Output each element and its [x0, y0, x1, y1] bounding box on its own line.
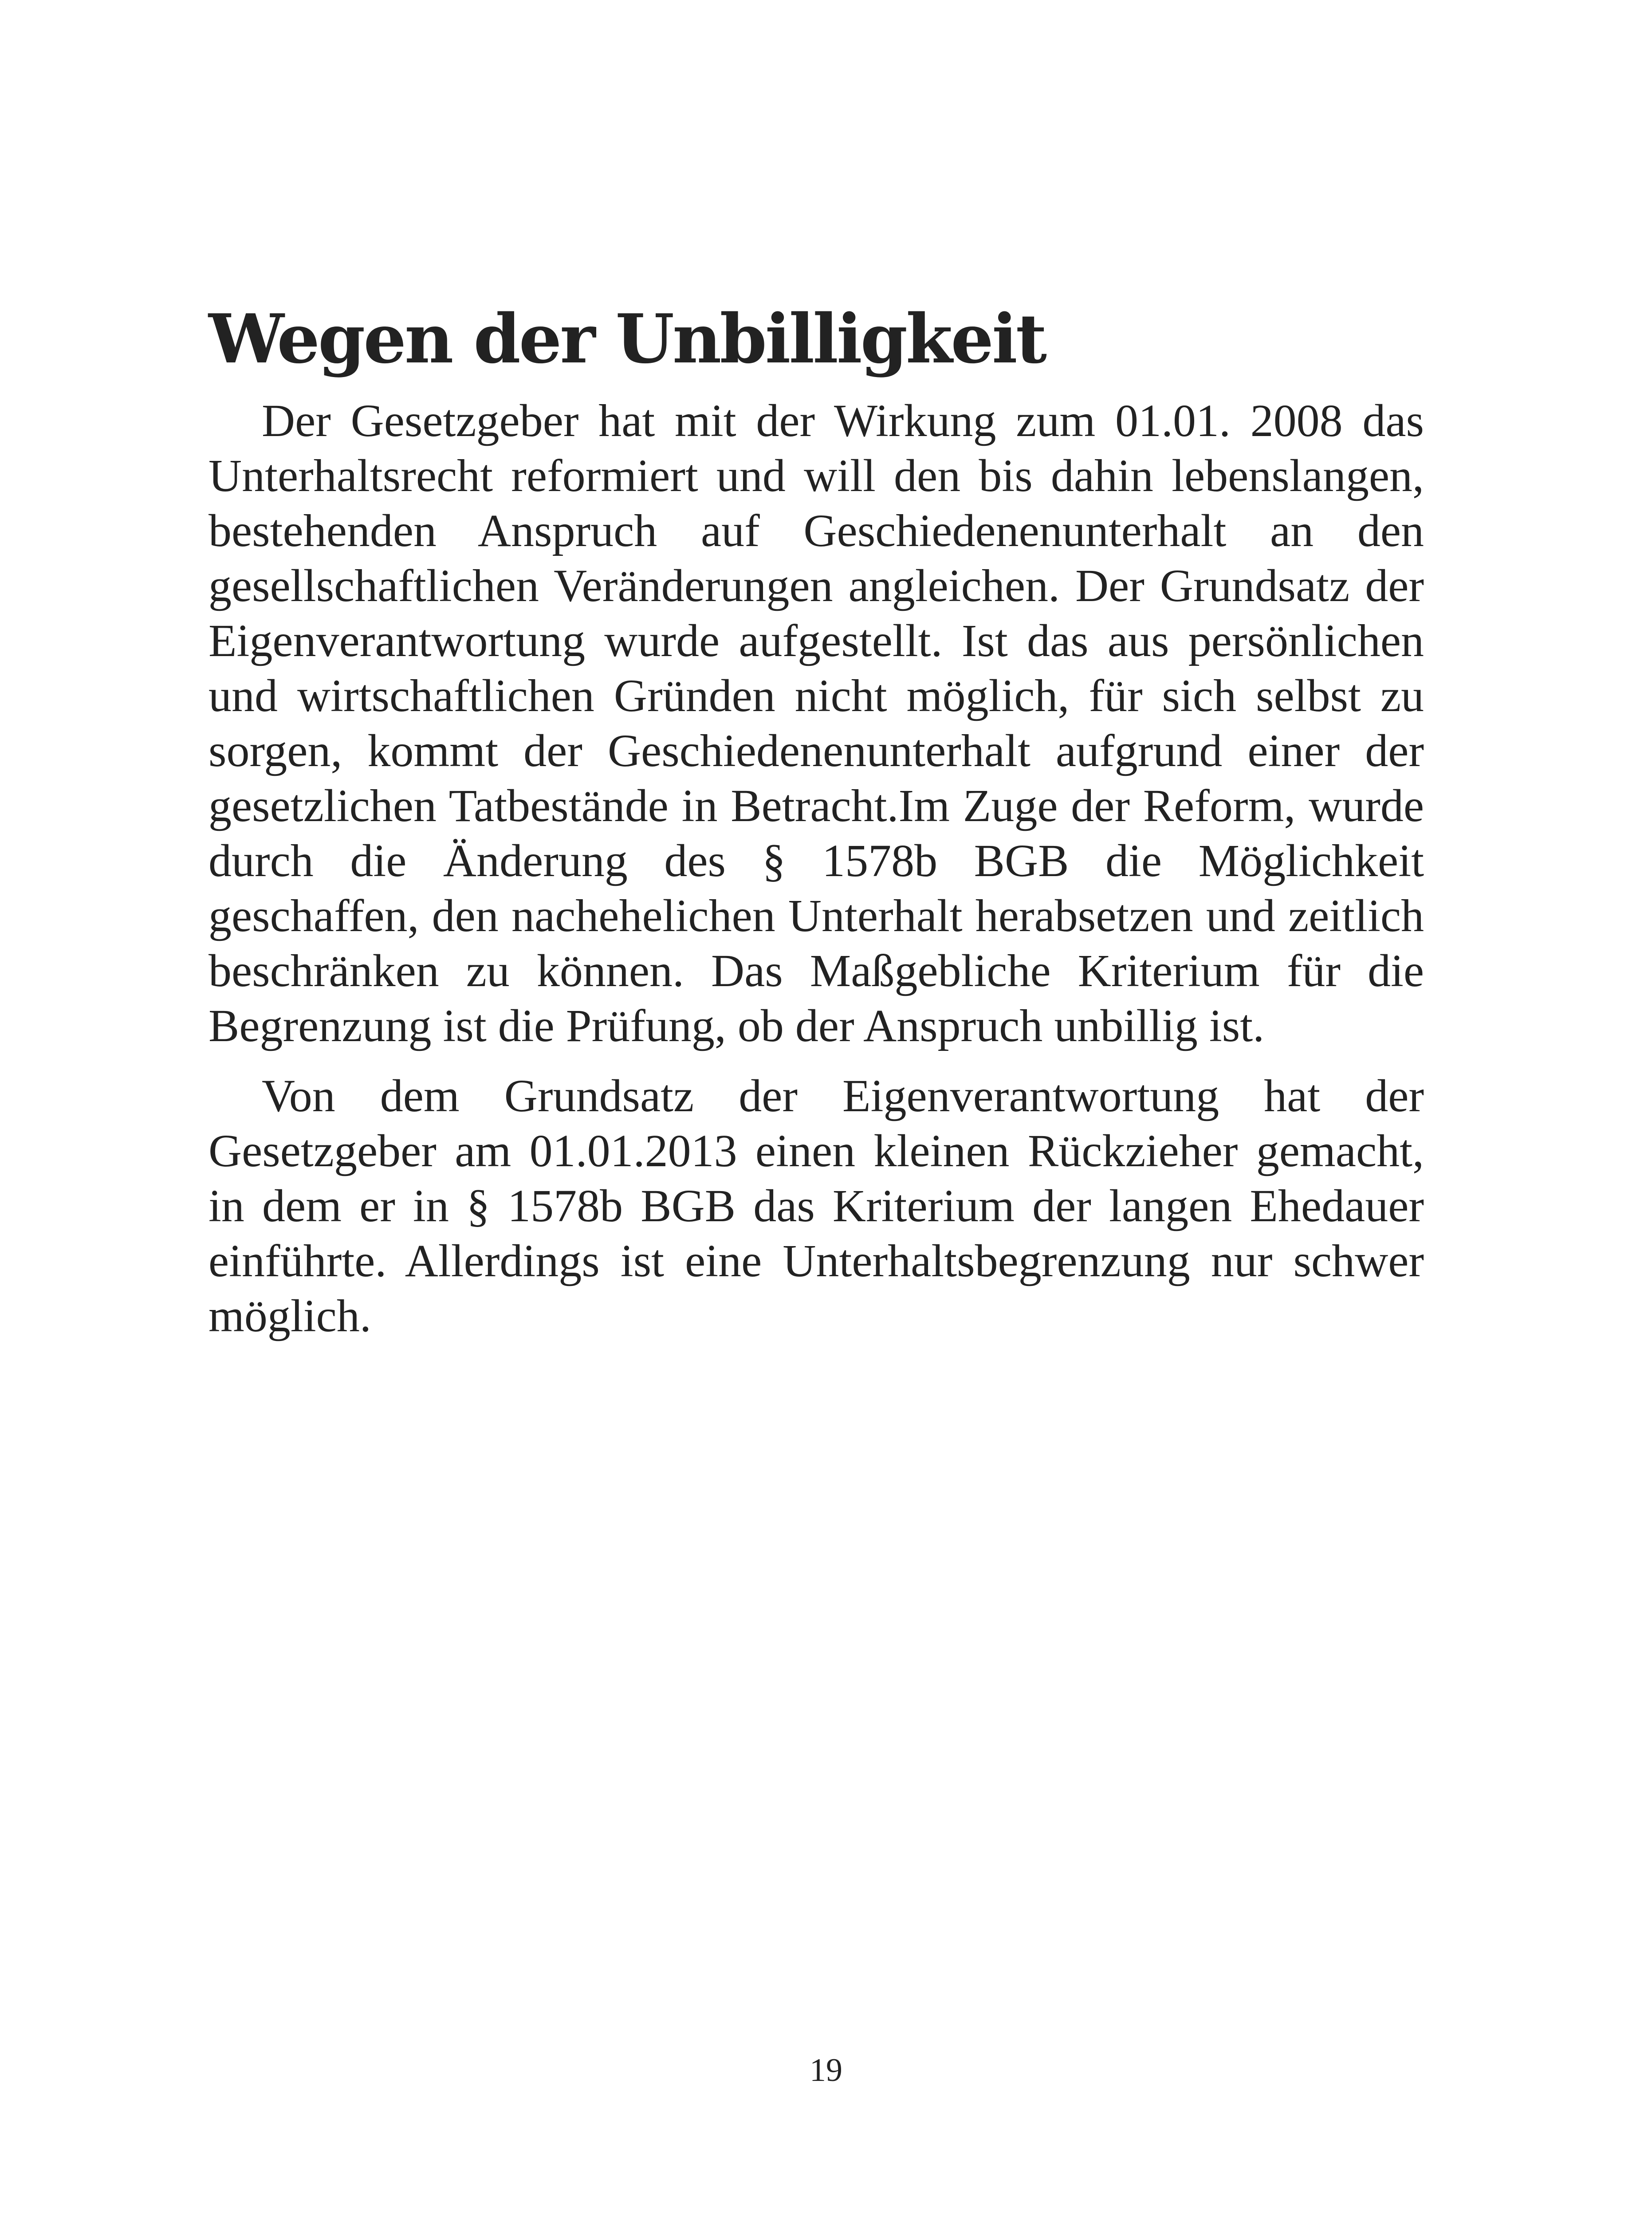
- paragraph-1: Der Gesetzgeber hat mit der Wirkung zum 01.01. 2008 das Unterhaltsrecht reformiert und will den bis dahin lebenslangen, bestehenden Anspruch auf Geschiedenenunterhalt an den gesellschaftlichen Veränderungen angleichen. Der Grundsatz der Eigenverantwortung wurde aufgestellt. Ist das aus persönlichen und wirtschaftlichen Gründen nicht möglich, für sich selbst zu sorgen, kommt der Geschiedenenunterhalt aufgrund einer der gesetzlichen Tatbestände in Betracht.Im Zuge der Reform, wurde durch die Änderung des § 1578b BGB die Möglichkeit geschaffen, den nachehelichen Unterhalt herabsetzen und zeitlich beschränken zu können. Das Maßgebliche Kriterium für die Begrenzung ist die Prüfung, ob der Anspruch unbillig ist.: [208, 395, 1424, 1052]
- paragraph-2: Von dem Grundsatz der Eigenverantwortung hat der Gesetzgeber am 01.01.2013 einen kleinen Rückzieher gemacht, in dem er in § 1578b BGB das Kriterium der langen Ehedauer einführte. Allerdings ist eine Unterhaltsbegrenzung nur schwer möglich.: [208, 1070, 1424, 1342]
- section-heading: Wegen der Unbilligkeit: [208, 299, 1045, 378]
- page-number: 19: [810, 2052, 842, 2088]
- page-content: [208, 299, 1424, 1344]
